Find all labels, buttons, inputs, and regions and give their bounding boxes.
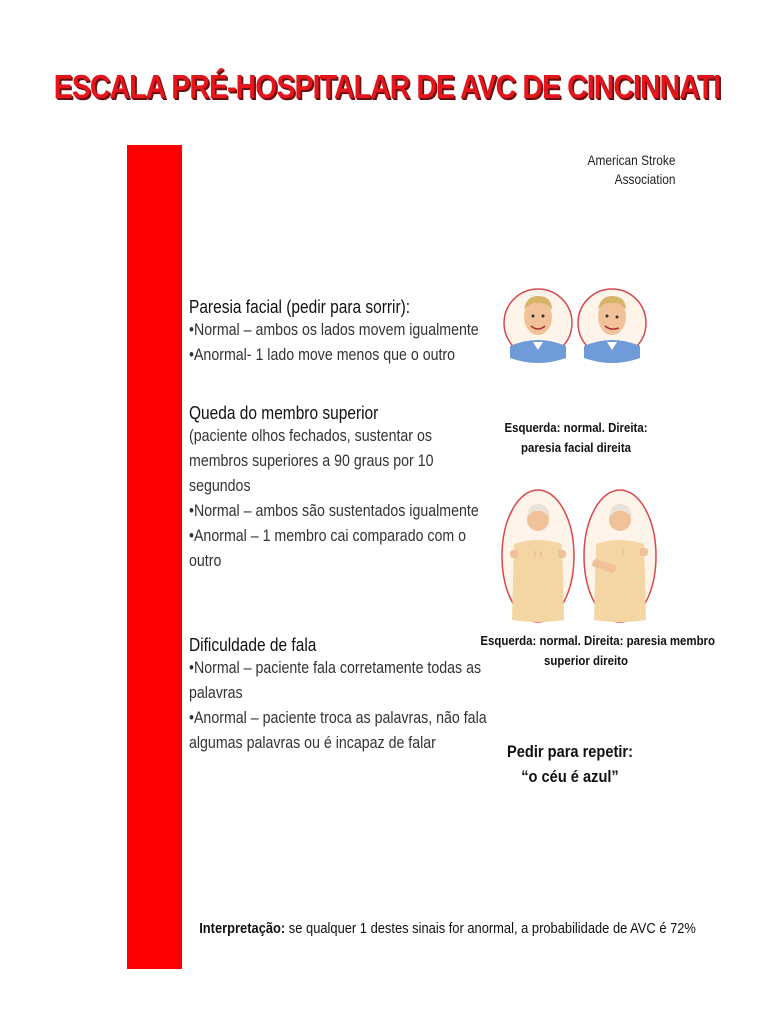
face-illustrations [500,268,650,378]
normal-face-icon [504,289,572,363]
red-accent-bar [127,145,182,969]
text-line: •Anormal- 1 lado move menos que o outro [189,346,456,364]
face-caption [488,418,664,458]
arm-caption [480,631,716,671]
arm-drift-icon [584,490,656,622]
text-line: •Anormal – 1 membro cai comparado com o [189,527,467,545]
section-title: Paresia facial (pedir para sorrir): [189,297,411,317]
caption-line: Esquerda: normal. Direita: paresia membro [480,633,716,648]
repeat-instruction [484,739,656,789]
text-line: segundos [189,477,251,495]
section-title: Dificuldade de fala [189,635,317,655]
text-line: •Normal – ambos são sustentados igualmente [189,502,479,520]
arm-illustrations [500,484,660,624]
interpretation-footer [199,920,696,937]
caption-line: superior direito [544,653,628,668]
text-line: outro [189,552,222,570]
section-speech-difficulty [189,634,489,756]
source-line: American Stroke [587,152,675,168]
section-facial-paresis [189,296,489,368]
text-line: •Anormal – paciente troca as palavras, não fala [189,709,487,727]
interpretation-label: Interpretação: [199,920,286,937]
text-line: membros superiores a 90 graus por 10 [189,452,434,470]
text-line: (paciente olhos fechados, sustentar os [189,427,432,445]
arm-comparison-image [500,484,660,624]
source-credit [587,151,675,189]
facial-palsy-face-icon [578,289,646,363]
normal-arms-icon [502,490,574,622]
source-line: Association [614,171,675,187]
face-comparison-image [500,268,650,378]
caption-line: Esquerda: normal. Direita: [504,420,648,435]
section-arm-drift [189,402,489,574]
section-text [189,318,481,368]
text-line: •Normal – ambos os lados movem igualmente [189,321,479,339]
page-title: ESCALA PRÉ-HOSPITALAR DE AVC DE CINCINNATI [53,68,721,105]
section-text [189,424,481,574]
text-line: •Normal – paciente fala corretamente todas as [189,659,482,677]
text-line: palavras [189,684,243,702]
caption-line: paresia facial direita [520,440,631,455]
repeat-line: Pedir para repetir: [507,742,633,761]
text-line: algumas palavras ou é incapaz de falar [189,734,436,752]
section-text [189,656,487,756]
repeat-phrase: “o céu é azul” [521,767,619,786]
interpretation-text: se qualquer 1 destes sinais for anormal, a probabilidade de AVC é 72% [285,920,696,937]
section-title: Queda do membro superior [189,403,379,423]
